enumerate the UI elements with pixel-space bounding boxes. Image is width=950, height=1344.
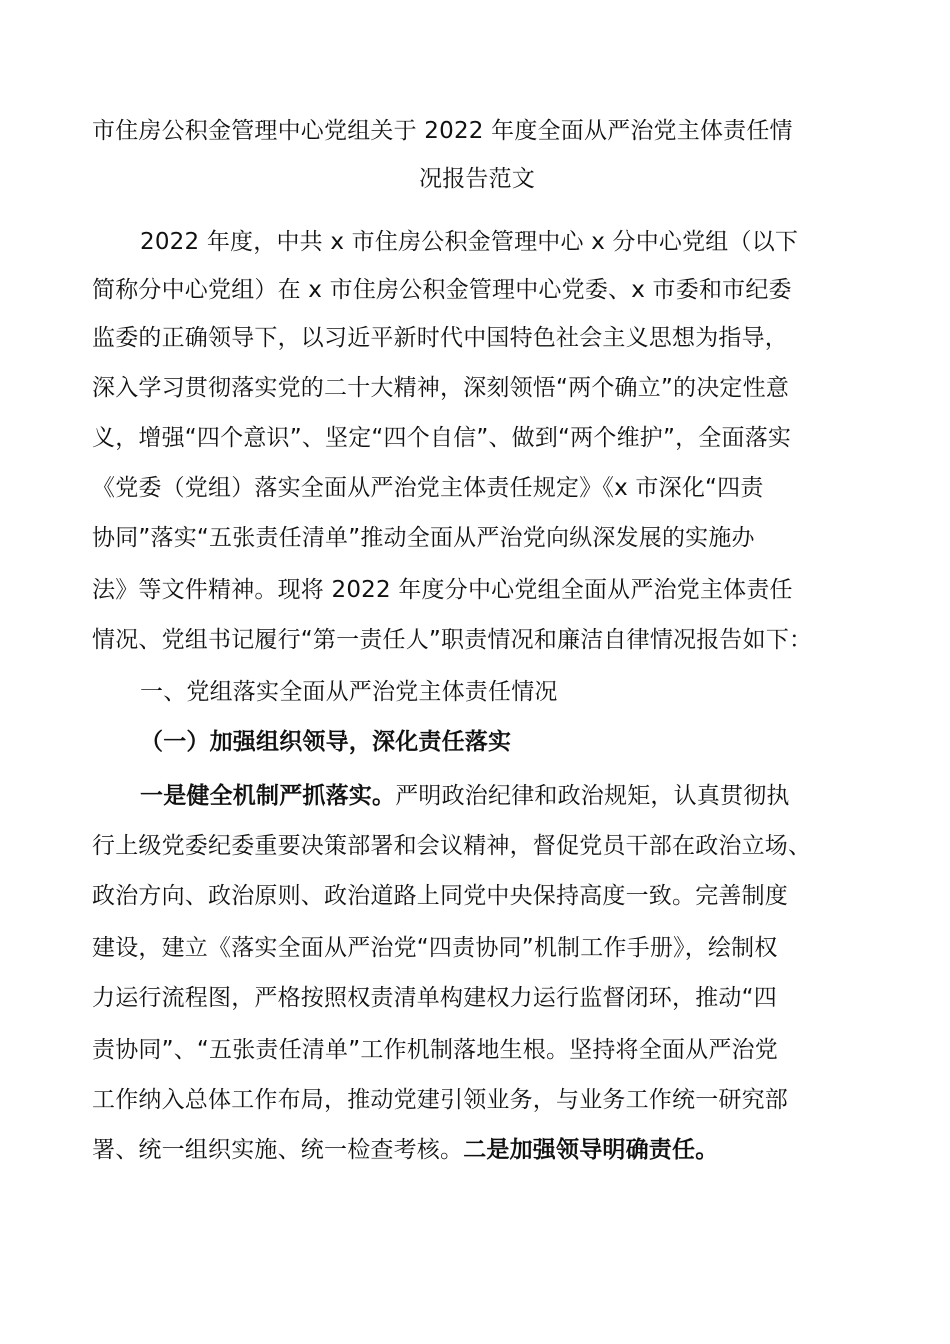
subsection-heading: （一）加强组织领导，深化责任落实 [140,729,512,755]
paragraph-line: 情况、党组书记履行“第一责任人”职责情况和廉洁自律情况报告如下： [92,627,813,653]
paragraph-lead: 二是加强领导明确责任。 [463,1137,719,1163]
paragraph-line: 力运行流程图，严格按照权责清单构建权力运行监督闭环，推动“四 [92,985,777,1011]
paragraph-text: 署、统一组织实施、统一检查考核。 [92,1137,464,1163]
paragraph-line: 2022 年度，中共 x 市住房公积金管理中心 x 分中心党组（以下 [140,229,799,255]
paragraph-line: 政治方向、政治原则、政治道路上同党中央保持高度一致。完善制度 [92,883,788,909]
section-heading: 一、党组落实全面从严治党主体责任情况 [140,679,558,705]
paragraph-line [92,1124,718,1176]
paragraph-line: 协同”落实“五张责任清单”推动全面从严治党向纵深发展的实施办 [92,525,755,551]
document-title-line-1: 市住房公积金管理中心党组关于 2022 年度全面从严治党主体责任情 [92,118,793,144]
document-title-line-2: 况报告范文 [419,166,535,192]
paragraph-line: 《党委（党组）落实全面从严治党主体责任规定》《x 市深化“四责 [92,475,764,501]
paragraph-line: 工作纳入总体工作布局，推动党建引领业务，与业务工作统一研究部 [92,1087,788,1113]
paragraph-line: 行上级党委纪委重要决策部署和会议精神，督促党员干部在政治立场、 [92,833,812,859]
paragraph-line: 深入学习贯彻落实党的二十大精神，深刻领悟“两个确立”的决定性意 [92,375,790,401]
paragraph-line: 法》等文件精神。现将 2022 年度分中心党组全面从严治党主体责任 [92,577,793,603]
paragraph-text: 严明政治纪律和政治规矩，认真贯彻执 [395,783,790,809]
paragraph-line: 建设，建立《落实全面从严治党“四责协同”机制工作手册》，绘制权 [92,935,778,961]
paragraph-line: 责协同”、“五张责任清单”工作机制落地生根。坚持将全面从严治党 [92,1037,778,1063]
paragraph-line [140,770,790,822]
paragraph-line: 监委的正确领导下，以习近平新时代中国特色社会主义思想为指导， [92,325,788,351]
paragraph-line: 义，增强“四个意识”、坚定“四个自信”、做到“两个维护”，全面落实 [92,425,792,451]
paragraph-line: 简称分中心党组）在 x 市住房公积金管理中心党委、x 市委和市纪委 [92,277,792,303]
paragraph-lead: 一是健全机制严抓落实。 [140,783,396,809]
